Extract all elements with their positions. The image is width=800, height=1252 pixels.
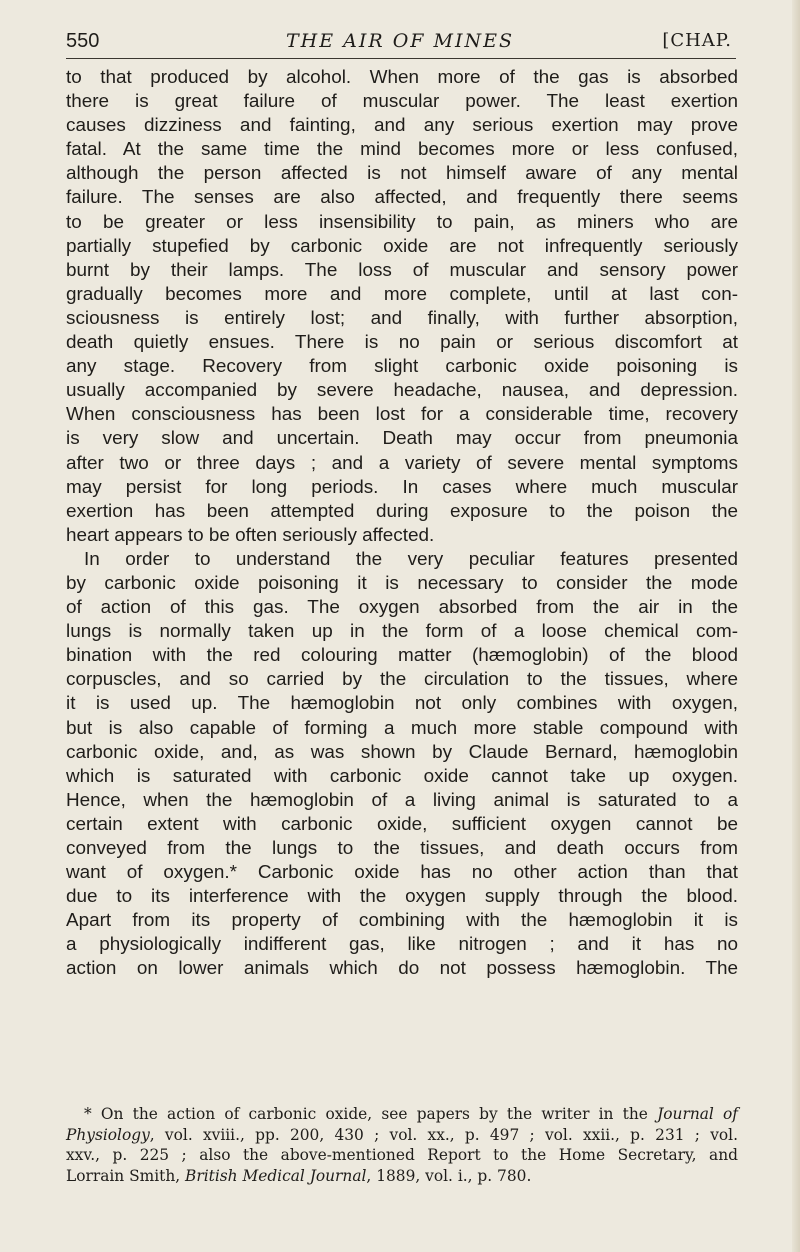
chapter-label: [CHAP. (662, 30, 732, 51)
body-line: burnt by their lamps. The loss of muscular and sensory power (66, 259, 738, 281)
body-line: exertion has been attempted during exposure to the poison the (66, 500, 738, 522)
body-line: partially stupefied by carbonic oxide are not infrequently seriously (66, 235, 738, 257)
body-line: death quietly ensues. There is no pain or serious discomfort at (66, 332, 738, 354)
journal-title: Journal of (657, 1105, 738, 1123)
body-line: Hence, when the hæmoglobin of a living animal is saturated to a (66, 789, 738, 811)
body-line: may persist for long periods. In cases where much muscular (66, 476, 738, 498)
footnote-text: Lorrain Smith, (66, 1166, 186, 1185)
body-line: sciousness is entirely lost; and finally, with further absorption, (66, 307, 738, 329)
body-line: lungs is normally taken up in the form of a loose chemical com- (66, 621, 738, 643)
body-line: is very slow and uncertain. Death may occur from pneumonia (66, 428, 738, 450)
body-line: usually accompanied by severe headache, nausea, and depression. (66, 380, 738, 402)
body-line-paragraph-start: In order to understand the very peculiar features presented (84, 548, 738, 570)
footnote-text: , vol. xviii., pp. 200, 430 ; vol. xx., p. 497 ; vol. xxii., p. 231 ; vol. (149, 1125, 738, 1144)
footnote-line (66, 1104, 738, 1125)
body-line: causes dizziness and fainting, and any serious exertion may prove (66, 115, 738, 137)
body-line: although the person affected is not himself aware of any mental (66, 163, 738, 185)
body-line: corpuscles, and so carried by the circulation to the tissues, where (66, 669, 738, 691)
body-line: of action of this gas. The oxygen absorbed from the air in the (66, 597, 738, 619)
body-line: it is used up. The hæmoglobin not only combines with oxygen, (66, 693, 738, 715)
journal-title: British Medical Journal (185, 1166, 367, 1185)
body-line: failure. The senses are also affected, and frequently there seems (66, 187, 738, 209)
footnote-text: * On the action of carbonic oxide, see papers by the writer in the (84, 1105, 658, 1123)
footnote-text: , 1889, vol. i., p. 780. (366, 1166, 532, 1185)
body-line: carbonic oxide, and, as was shown by Claude Bernard, hæmoglobin (66, 741, 738, 763)
body-line: gradually becomes more and more complete, until at last con- (66, 283, 738, 305)
body-line: a physiologically indifferent gas, like nitrogen ; and it has no (66, 934, 738, 956)
body-line: due to its interference with the oxygen supply through the blood. (66, 886, 738, 908)
body-line: bination with the red colouring matter (hæmoglobin) of the blood (66, 645, 738, 667)
body-line: When consciousness has been lost for a considerable time, recovery (66, 404, 738, 426)
body-line: any stage. Recovery from slight carbonic oxide poisoning is (66, 356, 738, 378)
page-edge (792, 0, 800, 1252)
body-line: there is great failure of muscular power. The least exertion (66, 91, 738, 113)
body-line: Apart from its property of combining with the hæmoglobin it is (66, 910, 738, 932)
page-number: 550 (66, 30, 100, 52)
journal-title: Physiology (66, 1125, 150, 1144)
body-text (66, 66, 738, 982)
body-line: after two or three days ; and a variety of severe mental symptoms (66, 452, 738, 474)
body-line-paragraph-end: heart appears to be often seriously affected. (66, 524, 435, 546)
footnote-line (66, 1166, 738, 1187)
body-line: by carbonic oxide poisoning it is necessary to consider the mode (66, 572, 738, 594)
footnote (66, 1104, 738, 1186)
body-line: to be greater or less insensibility to pain, as miners who are (66, 211, 738, 233)
footnote-line: xxv., p. 225 ; also the above-mentioned Report to the Home Secretary, and (66, 1146, 738, 1164)
body-line: which is saturated with carbonic oxide cannot take up oxygen. (66, 765, 738, 787)
body-line: action on lower animals which do not possess hæmoglobin. The (66, 958, 738, 980)
footnote-line (66, 1125, 738, 1146)
running-title: THE AIR OF MINES (286, 30, 514, 52)
header-rule (66, 58, 736, 59)
body-line: but is also capable of forming a much more stable compound with (66, 717, 738, 739)
body-line: to that produced by alcohol. When more of the gas is absorbed (66, 67, 738, 88)
body-line: conveyed from the lungs to the tissues, and death occurs from (66, 838, 738, 859)
body-line-footnote-ref: want of oxygen.* Carbonic oxide has no other action than that (66, 862, 738, 884)
body-line: certain extent with carbonic oxide, sufficient oxygen cannot be (66, 813, 738, 835)
body-line: fatal. At the same time the mind becomes more or less confused, (66, 139, 738, 161)
